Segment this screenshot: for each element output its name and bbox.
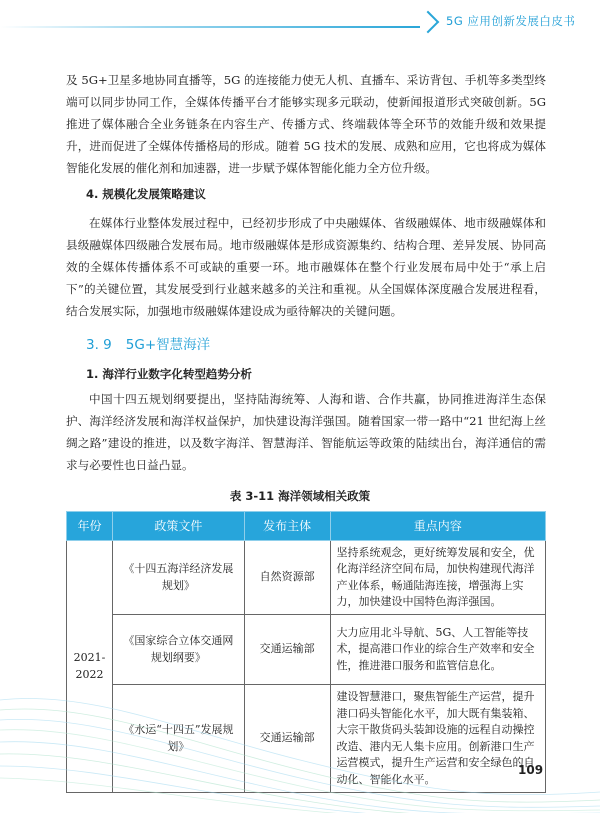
content-cell: 坚持系统观念，更好统筹发展和安全，优化海洋经济空间布局，加快构建现代海洋产业体系，畅通陆海连接，增强海上实力，加快建设中国特色海洋强国。: [330, 541, 545, 615]
policy-table: [66, 511, 546, 793]
column-header-document: 政策文件: [112, 512, 244, 541]
table-row: [67, 615, 546, 685]
page-number: 109: [518, 763, 544, 777]
column-header-year: 年份: [67, 512, 113, 541]
body-paragraph-3: 中国十四五规划纲要提出，坚持陆海统筹、人海和谐、合作共赢，协同推进海洋生态保护、海洋经济发展和海洋权益保护，加快建设海洋强国。随着国家一带一路中“21 世纪海上丝绸之路”建设的推进，以及数字海洋、智慧海洋、智能航运等政策的陆续出台，海洋通信的需求与必要性也日益凸显。: [66, 392, 546, 472]
column-header-content: 重点内容: [330, 512, 545, 541]
column-header-issuer: 发布主体: [244, 512, 330, 541]
table-caption: 表 3-11 海洋领域相关政策: [229, 489, 371, 503]
document-cell: 《水运“十四五”发展规划》: [112, 685, 244, 793]
section-number: 3. 9: [86, 337, 112, 353]
table-row: [67, 685, 546, 793]
issuer-cell: 自然资源部: [244, 541, 330, 615]
document-cell: 《国家综合立体交通网规划纲要》: [112, 615, 244, 685]
content-cell: 建设智慧港口，聚焦智能生产运营，提升港口码头智能化水平，加大既有集装箱、大宗干散货码头装卸设施的远程自动操控改造、港内无人集卡应用。创新港口生产运营模式，提升生产运营和安全绿色的自动化、智能化水平。: [330, 685, 545, 793]
document-cell: 《十四五海洋经济发展规划》: [112, 541, 244, 615]
subheading-strategy: 4. 规模化发展策略建议: [86, 187, 206, 201]
issuer-cell: 交通运输部: [244, 685, 330, 793]
body-paragraph-1: 及 5G+卫星多地协同直播等，5G 的连接能力使无人机、直播车、采访背包、手机等多类型终端可以同步协同工作，全媒体传播平台才能够实现多元联动，使新闻报道形式突破创新。5G 推进了媒体融合全业务链条在内容生产、传播方式、终端载体等全环节的效能升级和效果提升，进而促进了全媒体传播格局的形成。随着 5G 技术的发展、成熟和应用，它也将成为媒体智能化发展的催化剂和加速器，进一步赋予媒体智能化能力全方位升级。: [66, 73, 546, 175]
table-header-row: [67, 512, 546, 541]
section-title: 5G+智慧海洋: [125, 337, 211, 353]
header-chevron-icon: [417, 11, 440, 34]
running-header-title: 5G 应用创新发展白皮书: [446, 14, 576, 28]
header-rule: [0, 26, 420, 28]
year-cell: 2021-2022: [67, 541, 113, 793]
section-heading: [86, 333, 210, 353]
subheading-trend-analysis: 1. 海洋行业数字化转型趋势分析: [86, 367, 252, 381]
content-cell: 大力应用北斗导航、5G、人工智能等技术，提高港口作业的综合生产效率和安全性，推进港口服务和监管信息化。: [330, 615, 545, 685]
table-row: [67, 541, 546, 615]
issuer-cell: 交通运输部: [244, 615, 330, 685]
body-paragraph-2: 在媒体行业整体发展过程中，已经初步形成了中央融媒体、省级融媒体、地市级融媒体和县级融媒体四级融合发展布局。地市级融媒体是形成资源集约、结构合理、差异发展、协同高效的全媒体传播体系不可或缺的重要一环。地市融媒体在整个行业发展布局中处于“承上启下”的关键位置，其发展受到行业越来越多的关注和重视。从全国媒体深度融合发展进程看，结合发展实际，加强地市级融媒体建设成为亟待解决的关键问题。: [66, 216, 546, 318]
